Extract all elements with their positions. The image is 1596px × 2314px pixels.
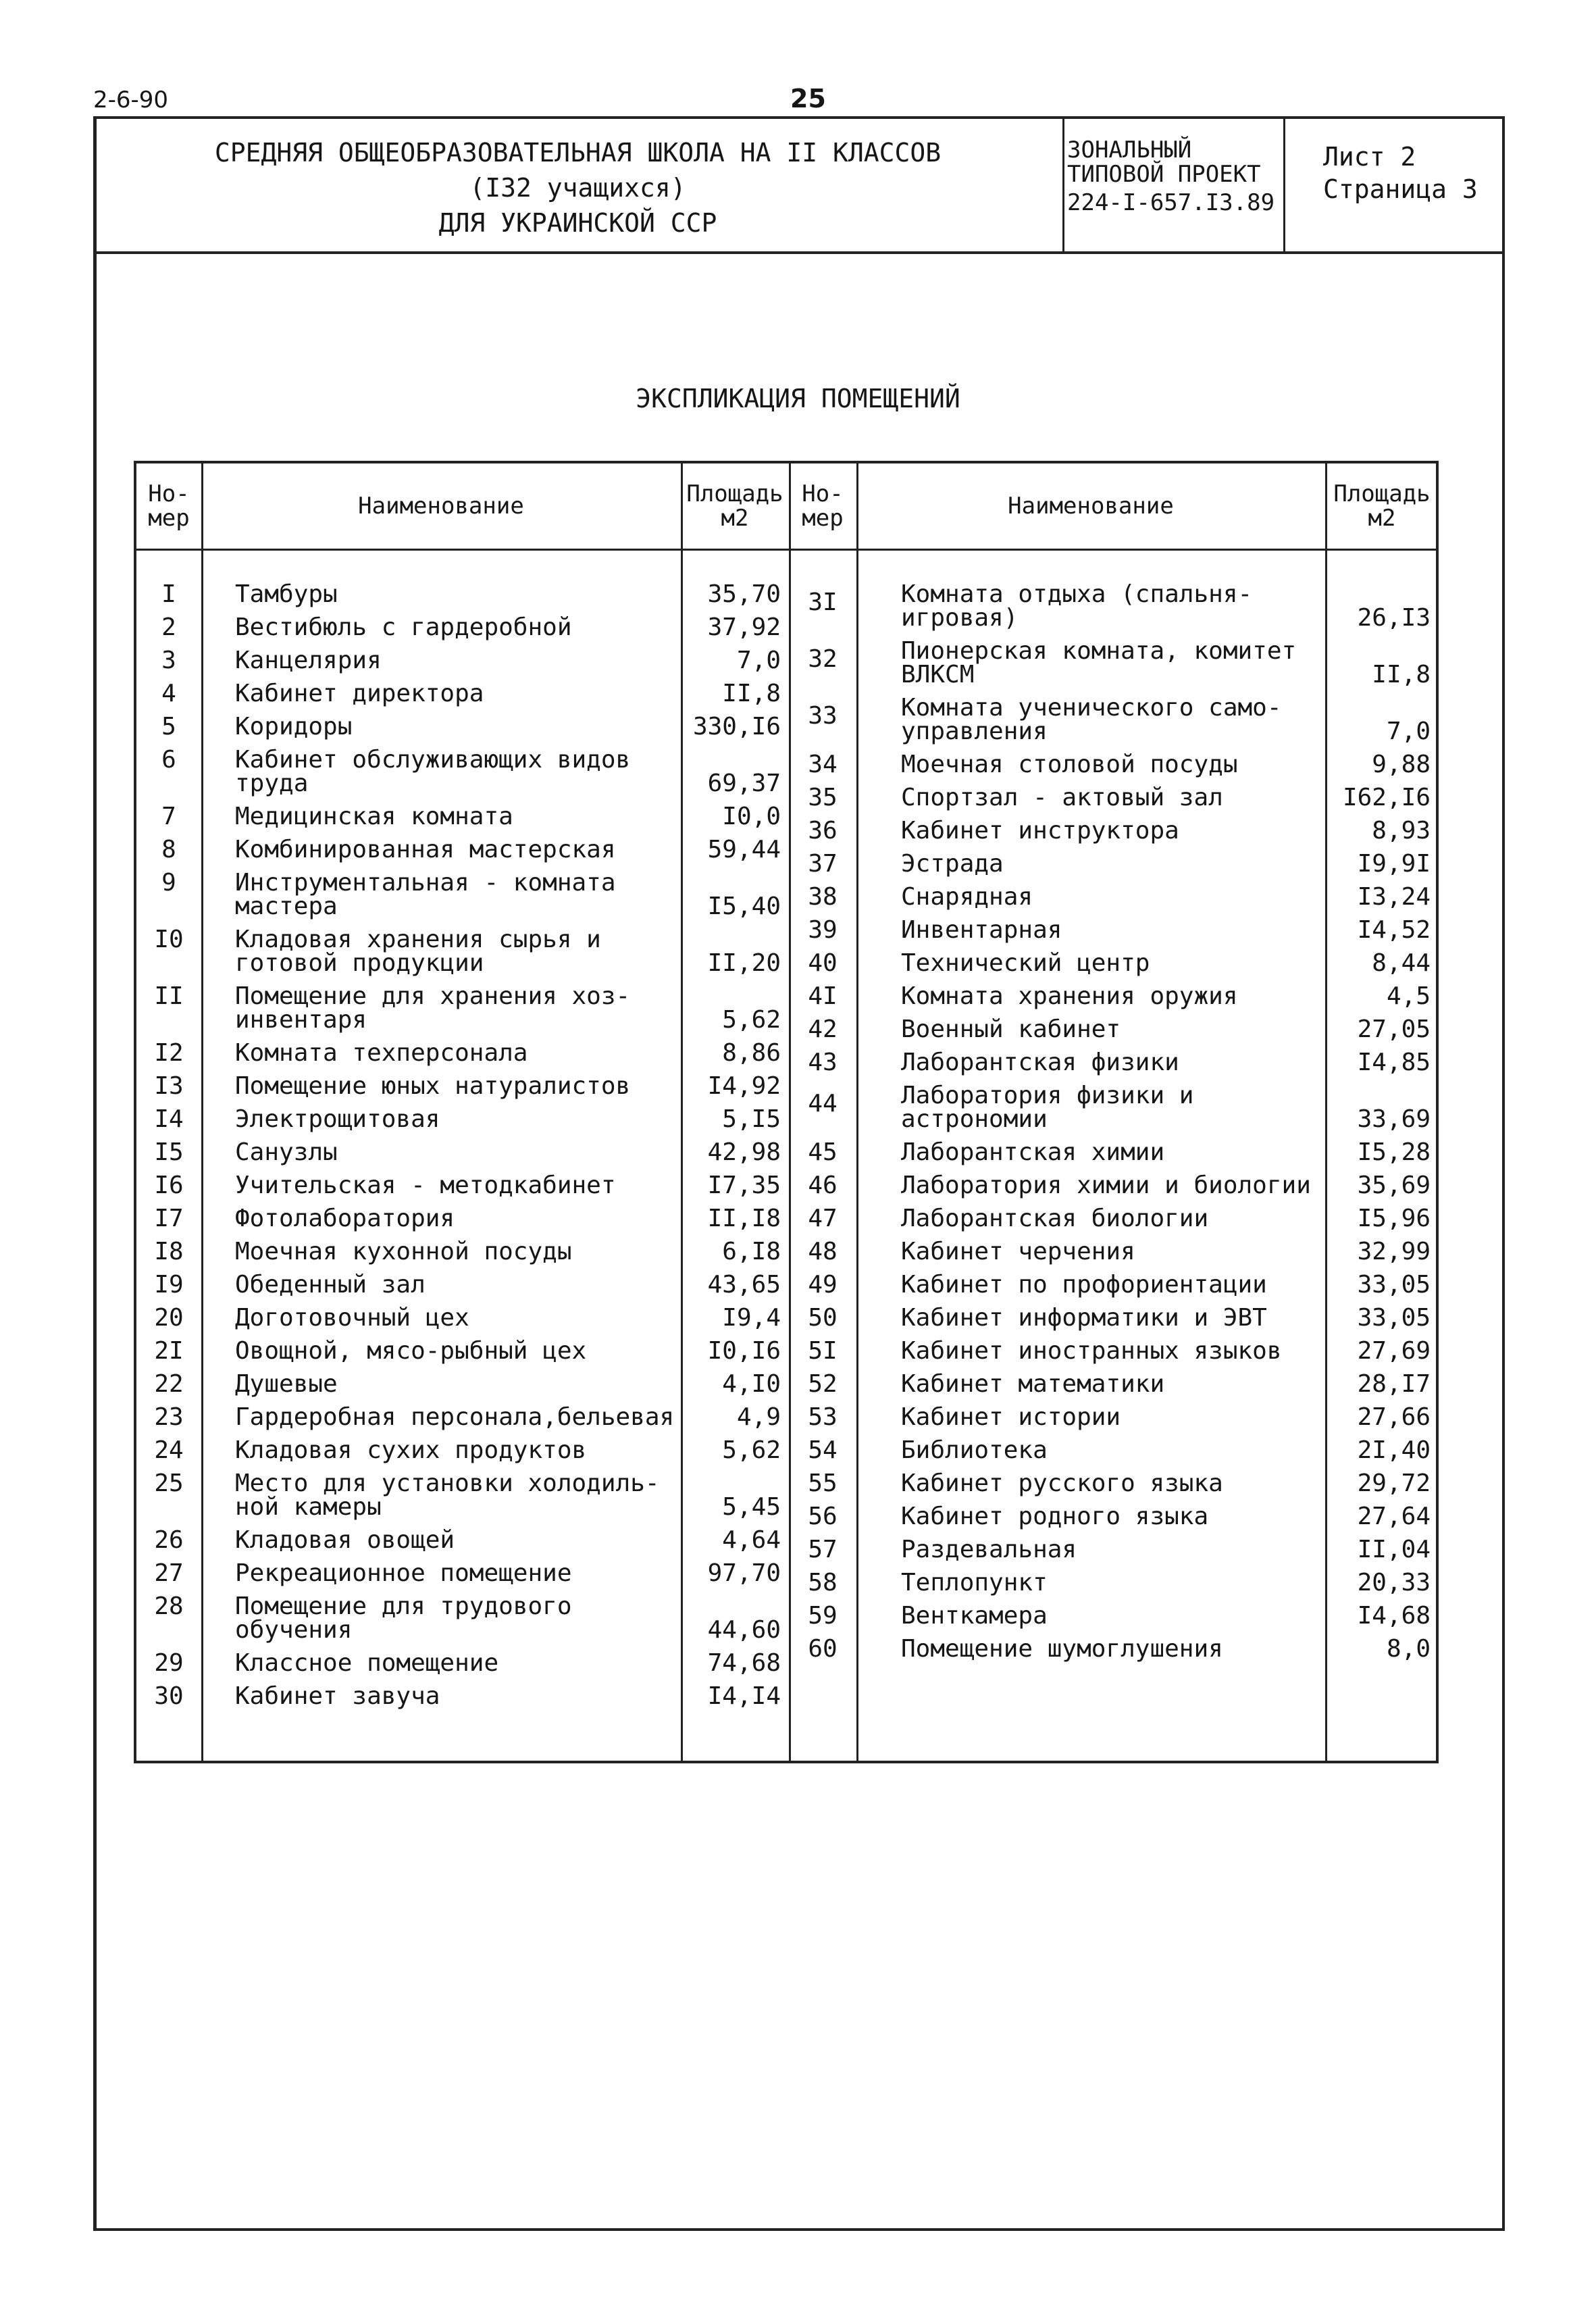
room-name: Пионерская комната, комитет <box>901 637 1297 665</box>
room-number: 9 <box>161 869 176 897</box>
room-number: 5 <box>161 713 176 740</box>
room-area: 35,69 <box>1357 1172 1431 1199</box>
room-name: Технический центр <box>901 949 1150 977</box>
room-area: 27,05 <box>1357 1015 1431 1043</box>
room-name: ВЛКСМ <box>901 661 975 688</box>
room-name: Помещение шумоглушения <box>901 1635 1223 1663</box>
room-area: 7,0 <box>736 647 781 674</box>
room-area: II,I8 <box>707 1205 781 1232</box>
room-number: I8 <box>154 1238 184 1265</box>
room-name: Кабинет родного языка <box>901 1503 1209 1530</box>
room-number: 20 <box>154 1304 184 1332</box>
room-name: игровая) <box>901 604 1019 632</box>
title-line-3: ДЛЯ УКРАИНСКОЙ ССР <box>438 208 717 238</box>
room-name: Кабинет черчения <box>901 1238 1135 1265</box>
room-area: 330,I6 <box>692 713 781 740</box>
room-name: Лаборатория химии и биологии <box>901 1172 1311 1199</box>
rooms-table <box>134 461 1439 1763</box>
sheet-label: Лист 2 <box>1323 142 1416 172</box>
project-line-1: ЗОНАЛЬНЫЙ <box>1067 136 1192 164</box>
room-number: 26 <box>154 1526 184 1554</box>
room-number: 43 <box>808 1049 838 1076</box>
room-name: Душевые <box>235 1370 338 1398</box>
header-name-right: Наименование <box>1008 493 1174 520</box>
room-number: 4I <box>808 982 838 1010</box>
room-area: 7,0 <box>1386 718 1431 745</box>
room-number: I6 <box>154 1172 184 1199</box>
room-number: 50 <box>808 1304 838 1332</box>
room-area: 6,I8 <box>722 1238 781 1265</box>
room-area: II,8 <box>722 680 781 707</box>
room-area: 33,05 <box>1357 1271 1431 1299</box>
room-name: Кладовая хранения сырья и <box>235 926 601 953</box>
room-number: 22 <box>154 1370 184 1398</box>
room-number: I3 <box>154 1072 184 1100</box>
header-number-right-line-1: Но- <box>802 480 844 507</box>
header-number-right-line-2: мер <box>802 505 844 532</box>
room-area: 28,I7 <box>1357 1370 1431 1398</box>
room-name: Кабинет иностранных языков <box>901 1337 1282 1365</box>
room-number: 25 <box>154 1469 184 1497</box>
room-number: 24 <box>154 1436 184 1464</box>
room-area: 9,88 <box>1372 751 1431 778</box>
room-number: 60 <box>808 1635 838 1663</box>
room-name: Помещение для трудового <box>235 1592 572 1620</box>
room-area: 5,62 <box>722 1436 781 1464</box>
room-area: 8,93 <box>1372 817 1431 845</box>
room-area: 5,62 <box>722 1006 781 1034</box>
room-area: 33,69 <box>1357 1105 1431 1133</box>
room-area: 32,99 <box>1357 1238 1431 1265</box>
room-area: 59,44 <box>707 836 781 863</box>
room-name: Классное помещение <box>235 1649 499 1677</box>
room-name: Канцелярия <box>235 647 382 674</box>
room-name: Медицинская комната <box>235 803 513 830</box>
room-name: Комбинированная мастерская <box>235 836 616 863</box>
title-project <box>1062 116 1285 251</box>
room-area: I7,35 <box>707 1172 781 1199</box>
room-area: 35,70 <box>707 580 781 608</box>
room-name: Санузлы <box>235 1138 338 1166</box>
room-name: Моечная столовой посуды <box>901 751 1238 778</box>
room-area: I4,68 <box>1357 1602 1431 1630</box>
room-number: 34 <box>808 751 838 778</box>
title-sheet <box>1285 116 1501 251</box>
room-number: 46 <box>808 1172 838 1199</box>
room-name: Обеденный зал <box>235 1271 426 1299</box>
room-area: 97,70 <box>707 1559 781 1587</box>
room-name: Снарядная <box>901 883 1033 911</box>
room-area: 26,I3 <box>1357 604 1431 632</box>
room-area: 4,5 <box>1386 982 1431 1010</box>
room-area: 74,68 <box>707 1649 781 1677</box>
header-number-line-2: мер <box>148 505 190 532</box>
room-name: обучения <box>235 1616 353 1644</box>
room-area: I0,0 <box>722 803 781 830</box>
room-name: ной камеры <box>235 1493 382 1521</box>
room-area: 69,37 <box>707 770 781 797</box>
room-area: 4,I0 <box>722 1370 781 1398</box>
room-name: Венткамера <box>901 1602 1048 1630</box>
room-area: 8,0 <box>1386 1635 1431 1663</box>
room-area: 27,69 <box>1357 1337 1431 1365</box>
room-name: Кладовая овощей <box>235 1526 455 1554</box>
room-number: 53 <box>808 1403 838 1431</box>
room-name: Инвентарная <box>901 916 1062 944</box>
room-number: 2I <box>154 1337 184 1365</box>
room-name: Раздевальная <box>901 1536 1077 1563</box>
room-name: Комната хранения оружия <box>901 982 1238 1010</box>
room-number: 29 <box>154 1649 184 1677</box>
room-name: Лаборатория физики и <box>901 1082 1194 1109</box>
title-block <box>93 116 1505 254</box>
room-number: 56 <box>808 1503 838 1530</box>
room-number: 44 <box>808 1089 838 1117</box>
room-name: Учительская - методкабинет <box>235 1172 616 1199</box>
room-name: Теплопункт <box>901 1569 1048 1596</box>
room-area: II,20 <box>707 949 781 977</box>
room-name: мастера <box>235 892 338 920</box>
room-number: 55 <box>808 1469 838 1497</box>
room-name: Кабинет директора <box>235 680 484 707</box>
room-name: Доготовочный цех <box>235 1304 469 1332</box>
room-name: Инструментальная - комната <box>235 869 616 897</box>
room-number: I5 <box>154 1138 184 1166</box>
room-area: II,8 <box>1372 661 1431 688</box>
room-name: Кабинет обслуживающих видов <box>235 746 631 774</box>
room-name: труда <box>235 770 309 797</box>
room-area: 4,9 <box>736 1403 781 1431</box>
title-main <box>93 116 1062 251</box>
room-name: Овощной, мясо-рыбный цех <box>235 1337 587 1365</box>
room-name: Моечная кухонной посуды <box>235 1238 572 1265</box>
room-name: Рекреационное помещение <box>235 1559 572 1587</box>
room-number: 4 <box>161 680 176 707</box>
room-area: I62,I6 <box>1342 784 1431 811</box>
room-area: 43,65 <box>707 1271 781 1299</box>
room-number: 59 <box>808 1602 838 1630</box>
room-number: I7 <box>154 1205 184 1232</box>
room-area: I9,9I <box>1357 850 1431 878</box>
room-area: 37,92 <box>707 613 781 641</box>
room-number: 3I <box>808 588 838 616</box>
room-name: Кладовая сухих продуктов <box>235 1436 587 1464</box>
room-number: 39 <box>808 916 838 944</box>
room-number: 36 <box>808 817 838 845</box>
header-name: Наименование <box>358 493 524 520</box>
room-number: 3 <box>161 647 176 674</box>
room-number: 6 <box>161 746 176 774</box>
header-number-line-1: Но- <box>148 480 190 507</box>
room-name: управления <box>901 718 1048 745</box>
room-name: Комната отдыха (спальня- <box>901 580 1253 608</box>
room-name: Вестибюль с гардеробной <box>235 613 572 641</box>
room-name: Кабинет математики <box>901 1370 1165 1398</box>
room-area: 27,66 <box>1357 1403 1431 1431</box>
room-area: 44,60 <box>707 1616 781 1644</box>
room-number: 37 <box>808 850 838 878</box>
room-name: Комната ученического само- <box>901 694 1282 722</box>
room-name: Военный кабинет <box>901 1015 1121 1043</box>
room-number: 5I <box>808 1337 838 1365</box>
room-area: I4,92 <box>707 1072 781 1100</box>
project-line-2: ТИПОВОЙ ПРОЕКТ <box>1067 161 1261 188</box>
room-area: I5,40 <box>707 892 781 920</box>
room-number: 23 <box>154 1403 184 1431</box>
table-heading: ЭКСПЛИКАЦИЯ ПОМЕЩЕНИЙ <box>636 384 960 413</box>
page-number: 25 <box>790 84 826 114</box>
room-area: 27,64 <box>1357 1503 1431 1530</box>
room-area: 8,86 <box>722 1039 781 1067</box>
room-number: 57 <box>808 1536 838 1563</box>
room-area: 29,72 <box>1357 1469 1431 1497</box>
page-label: Страница 3 <box>1323 174 1478 204</box>
room-name: Лаборантская биологии <box>901 1205 1209 1232</box>
room-area: 4,64 <box>722 1526 781 1554</box>
header-area-right-line-2: м2 <box>1368 505 1396 532</box>
room-number: I2 <box>154 1039 184 1067</box>
room-name: Кабинет русского языка <box>901 1469 1223 1497</box>
room-number: 28 <box>154 1592 184 1620</box>
room-area: 5,I5 <box>722 1105 781 1133</box>
room-name: готовой продукции <box>235 949 484 977</box>
room-number: II <box>154 982 184 1010</box>
room-number: 48 <box>808 1238 838 1265</box>
room-number: 2 <box>161 613 176 641</box>
room-name: Кабинет инструктора <box>901 817 1179 845</box>
room-number: 52 <box>808 1370 838 1398</box>
room-name: Комната техперсонала <box>235 1039 528 1067</box>
header-area-line-1: Площадь <box>686 480 783 507</box>
room-name: Библиотека <box>901 1436 1048 1464</box>
room-number: 33 <box>808 701 838 730</box>
room-name: Электрощитовая <box>235 1105 440 1133</box>
title-line-2: (I32 учащихся) <box>469 173 686 203</box>
room-number: 49 <box>808 1271 838 1299</box>
room-area: 5,45 <box>722 1493 781 1521</box>
room-number: I4 <box>154 1105 184 1133</box>
room-area: I4,85 <box>1357 1049 1431 1076</box>
room-name: Помещение для хранения хоз- <box>235 982 631 1010</box>
room-name: Спортзал - актовый зал <box>901 784 1223 811</box>
room-number: 32 <box>808 645 838 673</box>
room-number: 58 <box>808 1569 838 1596</box>
room-area: 8,44 <box>1372 949 1431 977</box>
room-area: I3,24 <box>1357 883 1431 911</box>
room-name: Кабинет истории <box>901 1403 1121 1431</box>
room-area: I0,I6 <box>707 1337 781 1365</box>
room-area: 33,05 <box>1357 1304 1431 1332</box>
project-code: 224-I-657.I3.89 <box>1067 189 1275 216</box>
room-name: астрономии <box>901 1105 1048 1133</box>
room-number: 45 <box>808 1138 838 1166</box>
document-code: 2-6-90 <box>93 86 169 114</box>
room-name: Коридоры <box>235 713 353 740</box>
room-number: 35 <box>808 784 838 811</box>
room-name: Тамбуры <box>235 580 338 608</box>
header-area-right-line-1: Площадь <box>1333 480 1431 507</box>
header-area-line-2: м2 <box>721 505 749 532</box>
room-name: Место для установки холодиль- <box>235 1469 660 1497</box>
room-number: I9 <box>154 1271 184 1299</box>
room-name: Кабинет по профориентации <box>901 1271 1267 1299</box>
room-name: Кабинет завуча <box>235 1682 440 1710</box>
room-name: Лаборантская физики <box>901 1049 1179 1076</box>
room-name: Гардеробная персонала,бельевая <box>235 1403 675 1431</box>
room-number: 54 <box>808 1436 838 1464</box>
room-area: II,04 <box>1357 1536 1431 1563</box>
room-area: 2I,40 <box>1357 1436 1431 1464</box>
room-area: I5,28 <box>1357 1138 1431 1166</box>
room-number: 30 <box>154 1682 184 1710</box>
room-name: Фотолаборатория <box>235 1205 455 1232</box>
room-number: 38 <box>808 883 838 911</box>
room-number: 42 <box>808 1015 838 1043</box>
room-number: 8 <box>161 836 176 863</box>
title-line-1: СРЕДНЯЯ ОБЩЕОБРАЗОВАТЕЛЬНАЯ ШКОЛА НА II КЛАССОВ <box>214 138 942 168</box>
room-area: I5,96 <box>1357 1205 1431 1232</box>
room-number: 27 <box>154 1559 184 1587</box>
room-area: 42,98 <box>707 1138 781 1166</box>
room-name: Лаборантская химии <box>901 1138 1165 1166</box>
room-number: I <box>161 580 176 608</box>
room-name: Помещение юных натуралистов <box>235 1072 631 1100</box>
room-number: 40 <box>808 949 838 977</box>
room-name: инвентаря <box>235 1006 367 1034</box>
room-number: I0 <box>154 926 184 953</box>
room-name: Эстрада <box>901 850 1004 878</box>
room-name: Кабинет информатики и ЭВТ <box>901 1304 1267 1332</box>
room-area: I4,52 <box>1357 916 1431 944</box>
room-area: I4,I4 <box>707 1682 781 1710</box>
table-body <box>136 463 1436 1761</box>
room-area: 20,33 <box>1357 1569 1431 1596</box>
room-number: 47 <box>808 1205 838 1232</box>
room-number: 7 <box>161 803 176 830</box>
room-area: I9,4 <box>722 1304 781 1332</box>
